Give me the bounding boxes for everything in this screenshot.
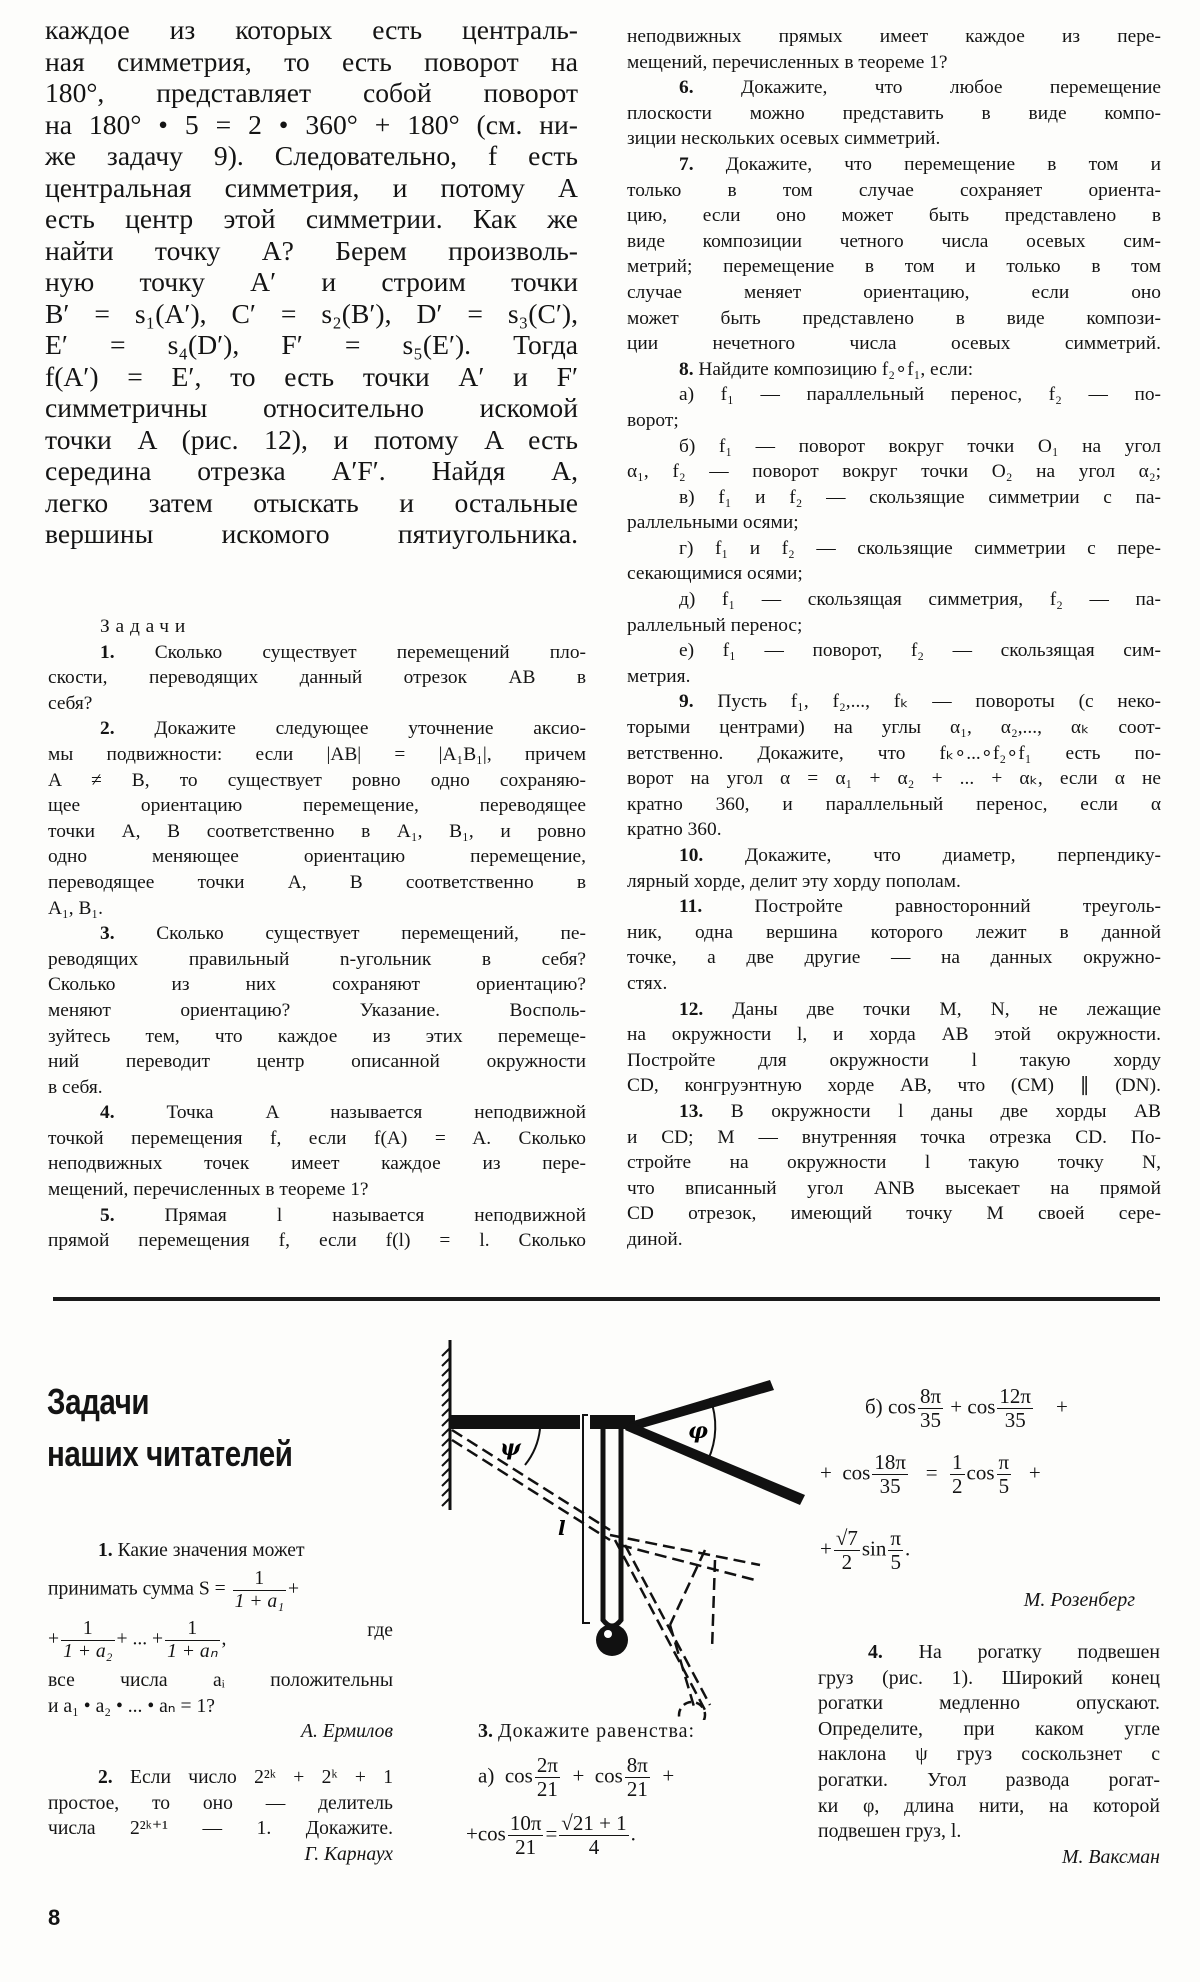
problem-number: 4.	[100, 1102, 115, 1124]
text-line: наклона ψ груз соскользнет с	[818, 1743, 1160, 1766]
problem-text: A ≠ B, то существует ровно одно сохраняю-	[48, 769, 586, 791]
problem-text: кратно 360.	[627, 819, 722, 841]
text-line	[48, 1024, 586, 1050]
problem-first-line	[627, 357, 1161, 383]
problem-text: α₁, f₂ — поворот вокруг точки O₂ на угол α₂;	[627, 461, 1161, 483]
text-line	[627, 1176, 1161, 1202]
problem-number: 10.	[679, 845, 704, 866]
text-line: простое, то оно — делитель	[48, 1792, 393, 1814]
problem-text: случае меняет ориентацию, если оно	[627, 281, 1161, 303]
text-line	[48, 947, 586, 973]
reader-problem-2	[48, 1765, 393, 1867]
problem-text: точкой перемещения f, если f(A) = A. Сколько	[48, 1127, 586, 1149]
problem-text: Сколько из них сохраняют ориентацию?	[48, 974, 586, 996]
text-line	[627, 24, 1161, 50]
text-line	[627, 1022, 1161, 1048]
section-divider	[53, 1297, 1160, 1301]
title-line: Задачи	[47, 1381, 150, 1422]
problem-text: Докажите, что любое перемещение	[741, 77, 1161, 99]
problem-text: кратно 360, и параллельный перенос, если α	[627, 793, 1161, 815]
text-line	[627, 817, 1161, 843]
text-line	[627, 638, 1161, 664]
problem-text: метрий; перемещение в том и только в том	[627, 256, 1161, 278]
problem-first-line	[627, 894, 1161, 920]
problem-first-line	[48, 716, 586, 742]
problem-number: 7.	[679, 153, 694, 175]
text-line	[48, 998, 586, 1024]
svg-text:l: l	[558, 1516, 566, 1540]
text-line: где	[367, 1620, 393, 1641]
problem-text: е) f₁ — поворот, f₂ — скользящая сим-	[679, 640, 1161, 662]
problem-text: зуйтесь тем, что каждое из этих перемеще-	[48, 1025, 586, 1047]
problem-text: Сколько существует перемещений пло-	[154, 641, 586, 663]
problem-text: секающимися осями;	[627, 563, 803, 585]
text-line	[627, 229, 1161, 255]
text-line	[627, 664, 1161, 690]
text-line: 180°, представляет собой поворот	[45, 77, 578, 108]
fraction: $\frac{1}{\text{1 + a₁}}$	[234, 1568, 285, 1612]
problem-text: Даны две точки M, N, не лежащие	[732, 998, 1161, 1020]
problem-number: 2.	[100, 718, 115, 740]
text-line: подвешен груз, l.	[818, 1820, 962, 1843]
title-line: наших читателей	[47, 1433, 293, 1474]
problem-first-line	[48, 1100, 586, 1126]
author: М. Розенберг	[1023, 1589, 1135, 1611]
text-line	[627, 1227, 1161, 1253]
text-line: ная симметрия, то есть поворот на	[45, 45, 578, 77]
problem-number: 6.	[679, 77, 694, 99]
problem-text: прямой перемещения f, если f(l) = l. Сколько	[48, 1230, 586, 1252]
text-line	[627, 945, 1161, 971]
problem-text: скости, переводящих данный отрезок AB в	[48, 667, 586, 689]
problems-list-right	[627, 24, 1161, 1253]
text-line: и a₁ • a₂ • ... • aₙ = 1?	[48, 1695, 215, 1717]
problem-text: CD отрезок, имеющий точку M своей сере-	[627, 1203, 1161, 1225]
text-line: на 180° • 5 = 2 • 360° + 180° (см. ни-	[45, 108, 578, 140]
intro-paragraph	[45, 14, 578, 550]
problem-number: 5.	[100, 1204, 115, 1226]
problem-text: ворот на угол α = α₁ + α₂ + ... + αₖ, если α не	[627, 768, 1161, 790]
page-number: 8	[48, 1905, 61, 1930]
problem-text: может быть представлено в виде компози-	[627, 307, 1161, 329]
problem-text: в себя.	[48, 1076, 103, 1098]
problem-text: Пусть f₁, f₂,..., fₖ — повороты (с неко-	[717, 691, 1161, 713]
problem-text: мещений, перечисленных в теореме 1?	[48, 1179, 369, 1201]
problem-text: A₁, B₁.	[48, 897, 104, 919]
problem-number: 8.	[679, 358, 694, 380]
text-line	[48, 1151, 586, 1177]
text-line: центральная симметрия, и потому A	[45, 171, 578, 203]
problem-number: 1.	[100, 641, 115, 663]
problem-text: Прямая l называется неподвижной	[164, 1204, 586, 1226]
text-line: рогатки медленно опускают.	[818, 1692, 1160, 1715]
author: Г. Карнаух	[304, 1843, 393, 1865]
text-line	[627, 613, 1161, 639]
problem-text: и CD; M — внутренняя точка отрезка CD. По-	[627, 1126, 1161, 1148]
problem-text: реводящих правильный n-угольник в себя?	[48, 948, 586, 970]
text-line	[627, 280, 1161, 306]
problem-number: 9.	[679, 691, 694, 713]
fraction: $\frac{1}{\text{1 + a₂}}$	[63, 1618, 113, 1662]
text-line: Какие значения может	[117, 1540, 305, 1561]
text-line: середина отрезка A′F′. Найдя A,	[45, 455, 578, 486]
problem-text: в) f₁ и f₂ — скользящие симметрии с па-	[679, 486, 1161, 508]
problem-text: Найдите композицию f₂∘f₁, если:	[698, 358, 974, 380]
problem-text: неподвижных прямых имеет каждое из пере-	[627, 26, 1161, 47]
text-line	[48, 1049, 586, 1075]
text-line	[48, 870, 586, 896]
problem-first-line	[48, 640, 586, 666]
text-line	[627, 920, 1161, 946]
text-line	[627, 459, 1161, 485]
text-line	[627, 536, 1161, 562]
text-line: точки A (рис. 12), и потому A есть	[45, 423, 578, 455]
problem-number: 2.	[98, 1767, 113, 1788]
text-line	[627, 101, 1161, 127]
problem-text: только в том случае сохраняет ориента-	[627, 179, 1161, 201]
text-line	[48, 793, 586, 819]
problem-first-line	[627, 997, 1161, 1023]
text-line	[627, 382, 1161, 408]
text-line	[627, 254, 1161, 280]
problem-text: Постройте для окружности l такую хорду	[627, 1049, 1161, 1071]
problems-left-column	[48, 614, 586, 1254]
text-line: ки φ, длина нити, на которой	[818, 1794, 1160, 1817]
problem-text: ник, одна вершина которого лежит в данной	[627, 921, 1161, 943]
text-line	[48, 742, 586, 768]
problem-text: Постройте равносторонний треуголь-	[754, 896, 1161, 918]
text-line	[627, 434, 1161, 460]
text-line: B′ = s₁(A′), C′ = s₂(B′), D′ = s₃(C′),	[45, 297, 578, 329]
text-line	[627, 715, 1161, 741]
problem-number: 4.	[868, 1641, 883, 1663]
problem-text: б) f₁ — поворот вокруг точки O₁ на угол	[679, 435, 1161, 457]
problem-number: 1.	[98, 1540, 113, 1561]
problem-text: на окружности l, и хорда AB этой окружности.	[627, 1024, 1161, 1046]
problem-text: раллельный перенос;	[627, 614, 803, 636]
text-line: все числа aᵢ положительны	[48, 1670, 393, 1691]
problem-number: 11.	[679, 896, 703, 918]
problems-right-column	[627, 24, 1161, 1253]
problem-text: меняют ориентацию? Указание. Восполь-	[48, 999, 586, 1021]
text-line: найти точку A? Берем произволь-	[45, 234, 578, 266]
reader-problem-3b	[820, 1385, 1160, 1629]
problem-text: ветственно. Докажите, что fₖ∘...∘f₂∘f₁ есть по-	[627, 742, 1161, 764]
problems-heading: Задачи	[100, 616, 192, 637]
problem-number: 13.	[679, 1100, 704, 1122]
text-line	[627, 178, 1161, 204]
problem-text: точке, а две другие — на данных окружно-	[627, 947, 1161, 969]
text-line: E′ = s₄(D′), F′ = s₅(E′). Тогда	[45, 329, 578, 360]
problem-text: щее ориентацию перемещение, переводящее	[48, 795, 586, 817]
text-line	[48, 768, 586, 794]
text-line	[48, 1075, 586, 1101]
problem-text: лярный хорде, делит эту хорду пополам.	[627, 870, 961, 892]
problem-text: Точка A называется неподвижной	[166, 1102, 586, 1124]
problem-first-line	[627, 843, 1161, 869]
problem-text: В окружности l даны две хорды AB	[730, 1100, 1161, 1122]
problem-text: точки A, B соответственно в A₁, B₁, и ровно	[48, 820, 586, 842]
problem-text: г) f₁ и f₂ — скользящие симметрии с пере-	[679, 537, 1161, 559]
fraction: $\frac{1}{\text{1 + aₙ}}$	[167, 1618, 218, 1662]
text-line	[48, 665, 586, 691]
problem-text: цию, если оно может быть представлено в	[627, 205, 1161, 227]
text-line: рогатки. Угол развода рогат-	[818, 1768, 1160, 1791]
text-line	[627, 203, 1161, 229]
svg-text:φ: φ	[688, 1418, 708, 1444]
problem-number: 3.	[478, 1720, 493, 1742]
problem-first-line	[627, 75, 1161, 101]
problem-text: стройте на окружности l такую точку N,	[627, 1152, 1161, 1174]
problem-text: переводящее точки A, B соответственно в	[48, 871, 586, 893]
problem-text: раллельными осями;	[627, 512, 799, 534]
text-line: Докажите равенства:	[498, 1720, 696, 1742]
text-line	[627, 587, 1161, 613]
reader-problem-4	[818, 1640, 1160, 1870]
author: А. Ермилов	[301, 1721, 393, 1743]
readers-section-title	[47, 1376, 292, 1480]
problem-first-line	[627, 1099, 1161, 1125]
problem-number: 3.	[100, 923, 115, 945]
problem-text: ворот;	[627, 409, 679, 431]
equation-b-line3: + $\frac{√7}{2}$ sin $\frac{\pi}{5}$ .	[820, 1526, 911, 1575]
text-line	[627, 331, 1161, 357]
text-line	[627, 306, 1161, 332]
text-line	[627, 1073, 1161, 1099]
equation-a-line1: а) cos $\frac{2\pi}{21}$ + cos $\frac{8\pi}{21}$ +	[478, 1753, 675, 1802]
text-line	[627, 741, 1161, 767]
text-line: симметричны относительно искомой	[45, 392, 578, 423]
text-line: Если число 2²ᵏ + 2ᵏ + 1	[130, 1767, 393, 1788]
text-line	[627, 1150, 1161, 1176]
text-line: f(A′) = E′, то есть точки A′ и F′	[45, 360, 578, 392]
text-line	[48, 1126, 586, 1152]
text-line	[48, 1177, 586, 1203]
problem-text: зиции нескольких осевых симметрий.	[627, 128, 941, 150]
slingshot-diagram-icon	[440, 1320, 810, 1720]
text-line: числа 2²ᵏ⁺¹ — 1. Докажите.	[48, 1818, 393, 1840]
problem-text: виде композиции четного числа осевых сим-	[627, 230, 1161, 252]
text-line	[627, 792, 1161, 818]
problem-text: ции нечетного числа осевых симметрий.	[627, 333, 1161, 355]
problem-text: д) f₁ — скользящая симметрия, f₂ — па-	[679, 589, 1161, 611]
problem-text: Докажите, что диаметр, перпендику-	[745, 845, 1161, 866]
problem-first-line	[48, 1203, 586, 1229]
text-line	[48, 1228, 586, 1254]
text-line	[48, 972, 586, 998]
text-line	[48, 819, 586, 845]
text-line: Определите, при каком угле	[818, 1717, 1160, 1740]
text-line	[627, 50, 1161, 76]
text-line: На рогатку подвешен	[918, 1641, 1160, 1663]
problem-text: себя?	[48, 692, 93, 714]
problem-text: мы подвижности: если |AB| = |A₁B₁|, причем	[48, 743, 586, 765]
text-line: каждое из которых есть централь-	[45, 14, 578, 45]
problem-first-line	[627, 689, 1161, 715]
text-line	[627, 1125, 1161, 1151]
problem-text: стях.	[627, 972, 668, 994]
figure-slingshot	[440, 1320, 810, 1720]
text-line: же задачу 9). Следовательно, f есть	[45, 140, 578, 171]
problem-text: Докажите следующее уточнение аксио-	[154, 718, 586, 740]
problem-text: Сколько существует перемещений, пе-	[156, 923, 586, 945]
text-line: принимать сумма S =	[48, 1578, 226, 1600]
problem-text: плоскости можно представить в виде компо-	[627, 102, 1161, 124]
text-line	[627, 485, 1161, 511]
problem-first-line	[48, 921, 586, 947]
equation-a-line2: +cos $\frac{10\pi}{21}$ = $\frac{√21 + 1}{4}$ .	[466, 1811, 636, 1860]
text-line	[627, 971, 1161, 997]
equation-b-line1: б) cos $\frac{8\pi}{35}$ + cos $\frac{12\pi}{35}$ +	[865, 1384, 1068, 1433]
svg-text:ψ: ψ	[500, 1435, 521, 1461]
problem-text: а) f₁ — параллельный перенос, f₂ — по-	[679, 384, 1161, 406]
text-line: есть центр этой симметрии. Как же	[45, 203, 578, 234]
problem-text: одно меняющее ориентацию перемещение,	[48, 846, 586, 868]
text-line	[627, 408, 1161, 434]
reader-problem-1: 1. Какие значения может принимать сумма S = $\frac{1}{\text{1 + a₁}}$ + + $\frac{1}{\text{1 + a₂}}$ + ... + $\frac{1}{\text{1 + aₙ}}$ , где все числа aᵢ положительны и a₁ • a₂ • ... • aₙ = 1? А. Ермилов	[48, 1538, 393, 1745]
text-line	[48, 691, 586, 717]
reader-problem-3	[466, 1720, 808, 1870]
text-line: легко затем отыскать и остальные	[45, 486, 578, 518]
text-line	[48, 844, 586, 870]
problem-number: 12.	[679, 998, 704, 1020]
text-line	[627, 766, 1161, 792]
text-line	[627, 510, 1161, 536]
text-line	[627, 869, 1161, 895]
text-line	[48, 896, 586, 922]
problem-text: диной.	[627, 1228, 683, 1250]
problem-text: неподвижных точек имеет каждое из пере-	[48, 1153, 586, 1175]
text-line	[627, 561, 1161, 587]
problem-text: CD, конгруэнтную хорде AB, что (CM) ∥ (DN).	[627, 1075, 1161, 1097]
text-line	[627, 126, 1161, 152]
text-line	[627, 1048, 1161, 1074]
problem-text: что вписанный угол ANB высекает на прямой	[627, 1177, 1161, 1199]
problems-list-left	[48, 640, 586, 1254]
problem-text: метрия.	[627, 665, 691, 687]
problem-text: торыми центрами) на углы α₁, α₂,..., αₖ соот-	[627, 717, 1161, 739]
text-line: груз (рис. 1). Широкий конец	[818, 1666, 1160, 1689]
problem-first-line	[627, 152, 1161, 178]
problem-text: Докажите, что перемещение в том и	[725, 153, 1161, 175]
author: М. Ваксман	[1062, 1845, 1160, 1868]
text-line	[627, 1201, 1161, 1227]
problem-text: ний переводит центр описанной окружности	[48, 1051, 586, 1073]
equation-b-line2: + cos $\frac{18\pi}{35}$ = $\frac{1}{2}$ cos $\frac{\pi}{5}$ +	[820, 1450, 1041, 1499]
problem-text: мещений, перечисленных в теореме 1?	[627, 51, 948, 73]
text-line: ную точку A′ и строим точки	[45, 266, 578, 297]
text-line: вершины искомого пятиугольника.	[45, 518, 578, 549]
